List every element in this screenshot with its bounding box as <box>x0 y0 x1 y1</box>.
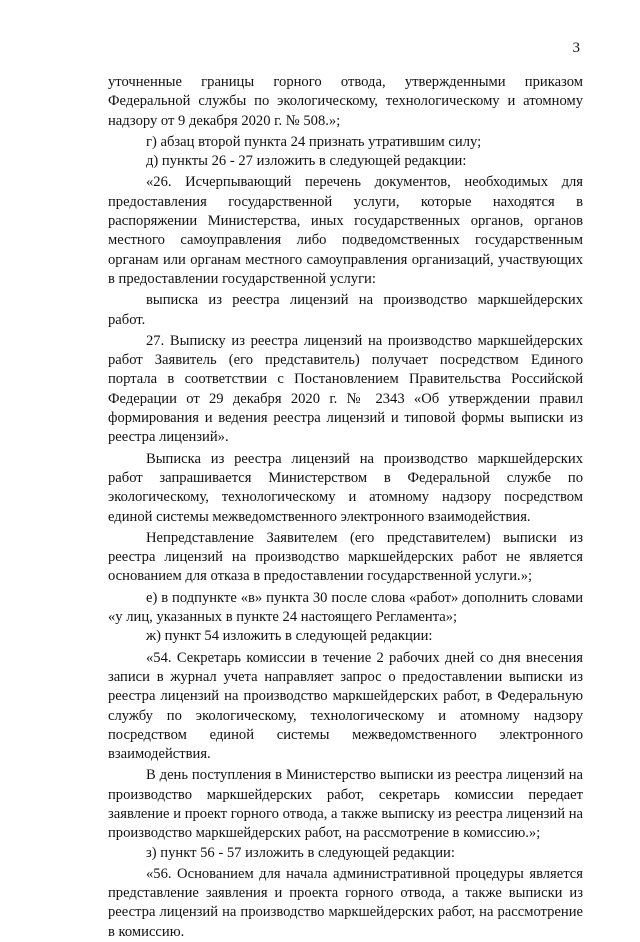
paragraph-item-zh: ж) пункт 54 изложить в следующей редакции: <box>146 628 433 645</box>
paragraph-clause-27-nonsubmission: Непредставление Заявителем (его представителем) выписки из реестра лицензий на производство маркшейдерских работ не является основанием для отказа в предоставлении государственной услуги.»; <box>108 529 583 585</box>
paragraph-clause-27-request: Выписка из реестра лицензий на производство маркшейдерских работ запрашивается Министерством в Федеральной службе по экологическому, технологическому и атомному надзору посредством единой системы межведомственного электронного взаимодействия. <box>108 450 583 525</box>
paragraph-item-e: е) в подпункте «в» пункта 30 после слова «работ» дополнить словами «у лиц, указанных в пункте 24 настоящего Регламента»; <box>108 589 583 626</box>
paragraph-clause-26-extract: выписка из реестра лицензий на производство маркшейдерских работ. <box>108 292 583 328</box>
document-body <box>108 73 583 942</box>
paragraph-continuation: уточненные границы горного отвода, утвержденными приказом Федеральной службы по экологическому, технологическому и атомному надзору от 9 декабря 2020 г. № 508.»; <box>108 74 583 129</box>
paragraph-clause-54: «54. Секретарь комиссии в течение 2 рабочих дней со дня внесения записи в журнал учета направляет запрос о предоставлении выписки из реестра лицензий на производство маркшейдерских работ, в Федеральную службу по экологическому, технологическому и атомному надзору посредством единой системы межведомственного электронного взаимодействия. <box>108 649 583 763</box>
paragraph-clause-56: «56. Основанием для начала административной процедуры является представление заявления и проекта горного отвода, а также выписки из реестра лицензий на производство маркшейдерских работ, на рассмотрение в комиссию. <box>108 865 583 940</box>
paragraph-item-d: д) пункты 26 - 27 изложить в следующей редакции: <box>146 153 467 170</box>
paragraph-item-g: г) абзац второй пункта 24 признать утратившим силу; <box>146 133 482 150</box>
paragraph-clause-26: «26. Исчерпывающий перечень документов, необходимых для предоставления государственной услуги, которые находятся в распоряжении Министерства, иных государственных органов, органов местного самоуправления либо подведомственных государственным органам или органам местного самоуправления организаций, участвующих в предоставлении государственной услуги: <box>108 174 583 287</box>
page-number: 3 <box>572 40 580 56</box>
paragraph-clause-54-transfer: В день поступления в Министерство выписки из реестра лицензий на производство маркшейдерских работ, секретарь комиссии передает заявление и проект горного отвода, а также выписку из реестра лицензий на производство маркшейдерских работ, на рассмотрение в комиссию.»; <box>108 767 583 842</box>
paragraph-clause-27: 27. Выписку из реестра лицензий на производство маркшейдерских работ Заявитель (его представитель) получает посредством Единого портала в соответствии с Постановлением Правительства Российской Федерации от 29 декабря 2020 г. № 2343 «Об утверждении правил формирования и ведения реестра лицензий и типовой формы выписки из реестра лицензий». <box>108 332 583 446</box>
paragraph-item-z: з) пункт 56 - 57 изложить в следующей редакции: <box>146 844 455 861</box>
